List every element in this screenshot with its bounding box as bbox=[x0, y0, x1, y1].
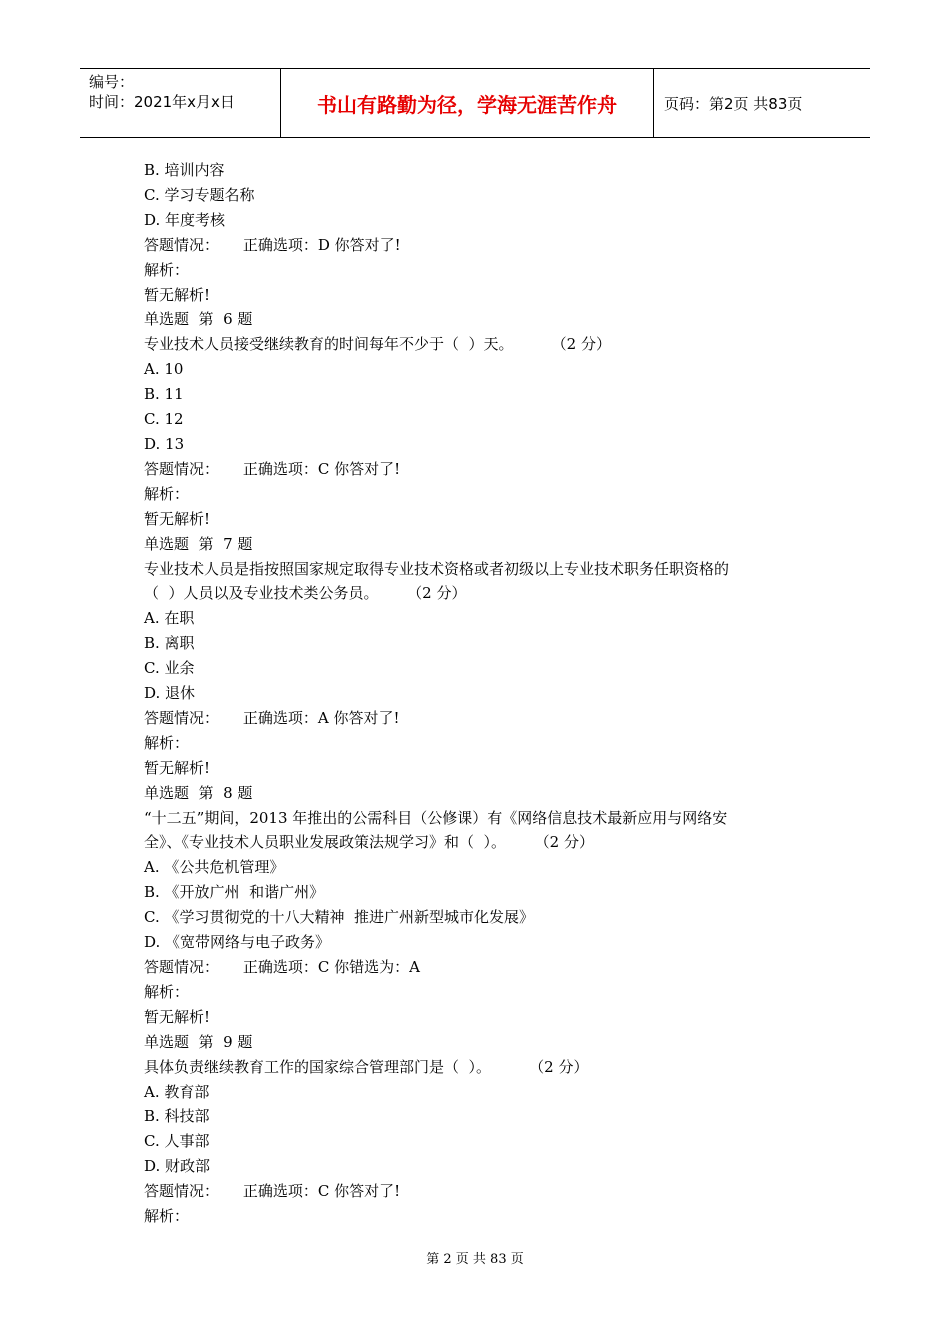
text-line: B. 11 bbox=[144, 385, 184, 404]
text-line: B. 培训内容 bbox=[144, 161, 225, 179]
text-line: B. 离职 bbox=[144, 634, 195, 653]
text-line: A. 教育部 bbox=[144, 1082, 210, 1101]
text-line: C. 《学习贯彻党的十八大精神 推进广州新型城市化发展》 bbox=[144, 908, 535, 927]
text-line: B. 科技部 bbox=[144, 1107, 210, 1126]
text-line: 解析： bbox=[144, 733, 190, 752]
text-line: C. 12 bbox=[144, 410, 184, 429]
text-line: A. 10 bbox=[144, 360, 184, 379]
text-line: B. 《开放广州 和谐广州》 bbox=[144, 883, 325, 902]
text-line: 答题情况： 正确选项：C 你错选为：A bbox=[144, 958, 420, 976]
header-motto: 书山有路勤为径，学海无涯苦作舟 bbox=[281, 69, 654, 137]
text-line: 答题情况： 正确选项：D 你答对了! bbox=[144, 235, 401, 254]
document-time-label: 时间：2021年x月x日 bbox=[89, 93, 235, 111]
text-line: 解析： bbox=[144, 1207, 190, 1226]
text-line: （ ）人员以及专业技术类公务员。 （2 分） bbox=[144, 584, 467, 603]
text-line: 专业技术人员接受继续教育的时间每年不少于（ ）天。 （2 分） bbox=[144, 335, 611, 354]
text-line: 暂无解析! bbox=[144, 1007, 211, 1026]
text-line: D. 退休 bbox=[144, 684, 196, 703]
header-page-info: 页码：第2页 共83页 bbox=[664, 94, 803, 113]
page-footer: 第 2 页 共 83 页 bbox=[426, 1252, 524, 1267]
text-line: 答题情况： 正确选项：C 你答对了! bbox=[144, 1182, 401, 1201]
text-line: C. 业余 bbox=[144, 659, 195, 678]
text-line: 具体负责继续教育工作的国家综合管理部门是（ ）。 （2 分） bbox=[144, 1057, 589, 1076]
document-number-label: 编号： bbox=[89, 73, 135, 91]
header-info-cell bbox=[80, 69, 281, 137]
text-line: D. 财政部 bbox=[144, 1157, 211, 1176]
document-body bbox=[144, 158, 814, 1229]
text-line: 单选题 第 6 题 bbox=[144, 310, 253, 329]
text-line: D. 年度考核 bbox=[144, 210, 226, 229]
text-line: 暂无解析! bbox=[144, 509, 211, 528]
text-line: 答题情况： 正确选项：C 你答对了! bbox=[144, 459, 401, 478]
text-line: A. 《公共危机管理》 bbox=[144, 858, 285, 877]
text-line: 暂无解析! bbox=[144, 285, 211, 304]
text-line: D. 《宽带网络与电子政务》 bbox=[144, 933, 331, 952]
text-line: 单选题 第 7 题 bbox=[144, 534, 253, 553]
text-line: D. 13 bbox=[144, 434, 185, 453]
text-line: 全》、《专业技术人员职业发展政策法规学习》和（ ）。 （2 分） bbox=[144, 833, 594, 852]
text-line: 解析： bbox=[144, 260, 190, 279]
text-line: 暂无解析! bbox=[144, 758, 211, 777]
text-line: 单选题 第 9 题 bbox=[144, 1032, 253, 1051]
text-line: 专业技术人员是指按照国家规定取得专业技术资格或者初级以上专业技术职务任职资格的 bbox=[144, 559, 730, 578]
text-line: 答题情况： 正确选项：A 你答对了! bbox=[144, 708, 400, 727]
text-line: 解析： bbox=[144, 982, 190, 1001]
text-line: C. 学习专题名称 bbox=[144, 185, 255, 204]
text-line: C. 人事部 bbox=[144, 1132, 210, 1151]
text-line: A. 在职 bbox=[144, 609, 195, 628]
text-line: “十二五”期间，2013 年推出的公需科目（公修课）有《网络信息技术最新应用与网络安 bbox=[144, 808, 728, 827]
page-header bbox=[80, 68, 870, 138]
text-line: 解析： bbox=[144, 484, 190, 503]
text-line: 单选题 第 8 题 bbox=[144, 783, 253, 802]
